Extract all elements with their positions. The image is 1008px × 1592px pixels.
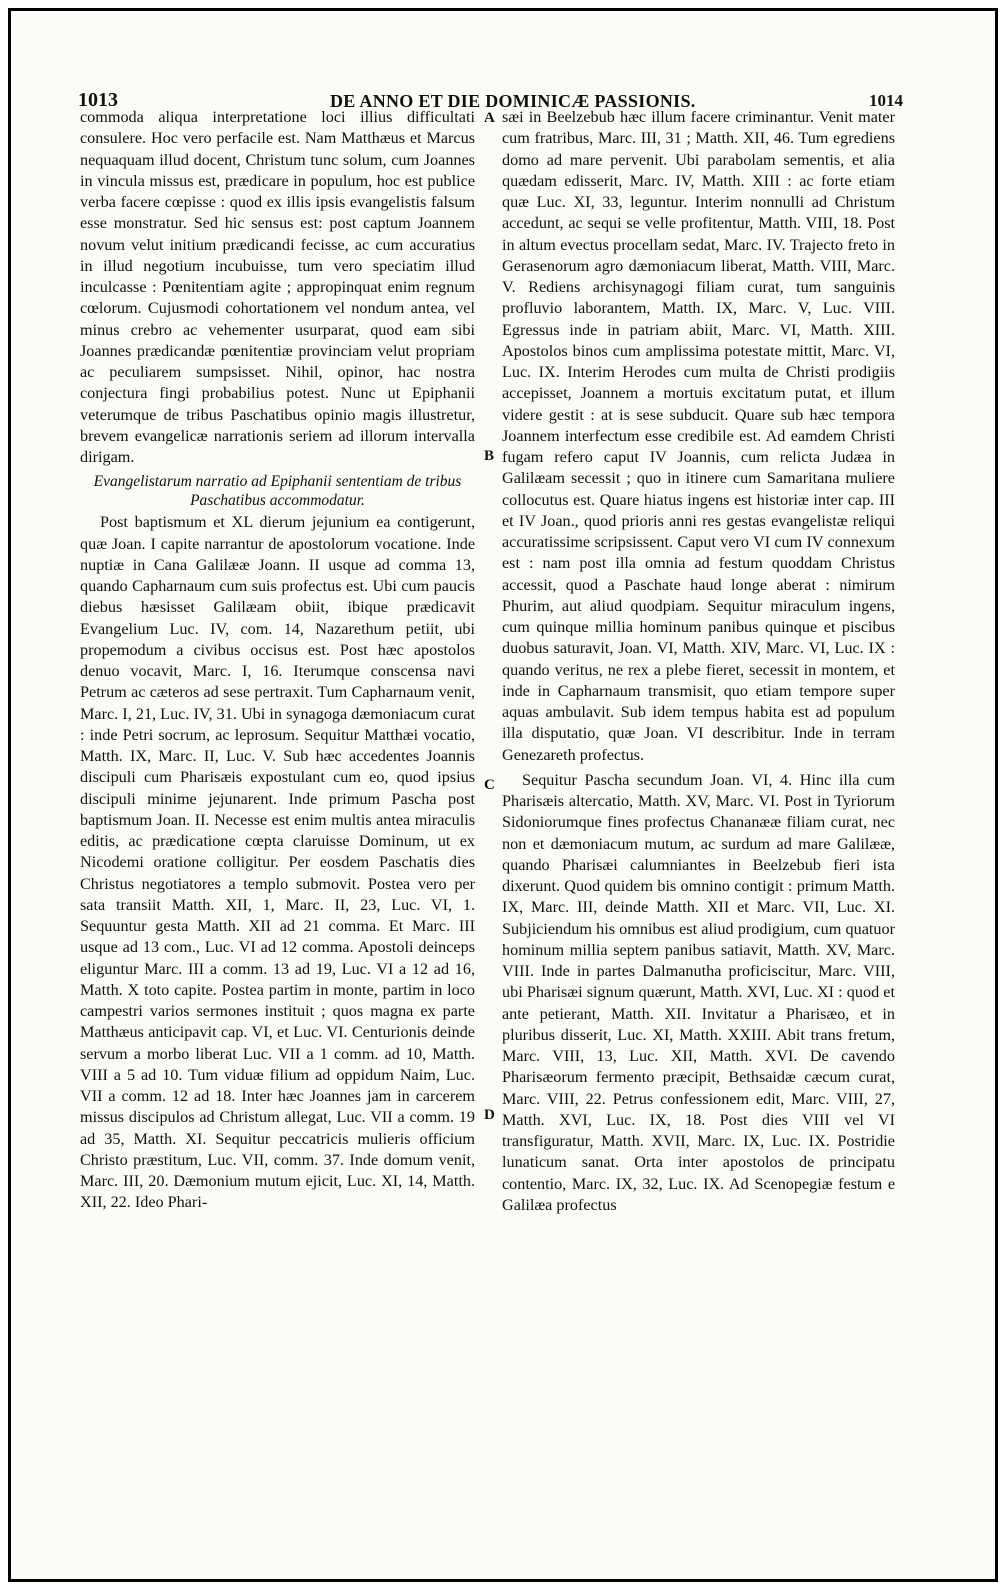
margin-marker-d: D: [484, 1107, 495, 1123]
running-title: DE ANNO ET DIE DOMINICÆ PASSIONIS.: [330, 91, 696, 111]
right-paragraph-2: Sequitur Pascha secundum Joan. VI, 4. Hinc illa cum Pharisæis altercatio, Matth. XV, Marc. VI. Post in Tyriorum Sidoniorumque fines profectus Chananææ filiam curat, nec non et dæmoniacum mutum, ac surdum ad mare Galilææ, quando Pharisæi calumniantes in Beelzebub fieri ista dixerunt. Quod quidem bis omnino contigit : primum Matth. IX, Marc. III, deinde Matth. XII et Marc. VII, Luc. XI. Subjiciendum his omnibus est aliud prodigium, cum quatuor hominum millia septem panibus satiavit, Matth. XV, Marc. VIII. Inde in partes Dalmanutha proficiscitur, Marc. VIII, ubi Pharisæi signum quærunt, Matth. XVI, Luc. XI : quod et ante petierant, Matth. XII. Invitatur a Pharisæo, et in pluribus disserit, Luc. XI, Matth. XXIII. Abit trans fretum, Marc. VIII, 13, Luc. XII, Matth. XVI. De cavendo Pharisæorum fermento præcipit, Bethsaidæ cæcum curat, Marc. VIII, 22. Petrus confessionem edit, Marc. VIII, 27, Matth. XVI, Luc. IX, 18. Post dies VIII vel VI transfiguratur, Matth. XVII, Marc. IX, Luc. IX. Postridie lunaticum sanat. Orta inter apostolos de principatu contentio, Marc. IX, 32, Luc. IX. Ad Scenopegiæ festum e Galilæa profectus: [502, 770, 895, 1214]
left-paragraph-1: commoda aliqua interpretatione loci illius difficultati consulere. Hoc vero perfacile est. Nam Matthæus et Marcus nequaquam illud docent, Christum tunc solum, cum Joannes in vincula missus est, prædicare in populum, hoc est publice verba facere cœpisse : quod ex illis ipsis evangelistis falsum esse monstratur. Sed hic sensus est: post captum Joannem novum velut initium prædicandi fecisse, ac cum accuratius in illud negotium incubuisse, tum vero speciatim illud inculcasse : Pœnitentiam agite ; appropinquat enim regnum cœlorum. Cujusmodi cohortationem vel nondum antea, vel minus crebro ac vehementer usurparat, quod eam sibi Joannes prædicandæ pœnitentiæ provinciam velut propriam ac peculiarem sumpsisset. Nihil, opinor, hac nostra conjectura fingi probabilius potest. Nunc ut Epiphanii veterumque de tribus Paschatibus opinio magis illustretur, brevem evangelicæ narrationis seriem ad illorum intervalla dirigam.: [80, 108, 475, 466]
margin-marker-a: A: [484, 110, 495, 126]
right-paragraph-1: sæi in Beelzebub hæc illum facere criminantur. Venit mater cum fratribus, Marc. III, 31 ; Matth. XII, 46. Tum egrediens domo ad mare pervenit. Ubi parabolam sementis, et alia quædam edisserit, Marc. IV, Matth. XIII : ac forte etiam quæ Luc. XI, 33, leguntur. Interim nonnulli ad Christum accedunt, ac sequi se velle profitentur, Matth. VIII, 18. Post in altum evectus procellam sedat, Marc. IV. Trajecto freto in Gerasenorum agro dæmoniacum liberat, Matth. VIII, Marc. V. Rediens archisynagogi filiam curat, tum sanguinis profluvio laborantem, Matth. IX, Marc. V, Luc. VIII. Egressus inde in patriam abiit, Marc. VI, Matth. XIII. Apostolos binos cum amplissima potestate mittit, Marc. VI, Luc. IX. Interim Herodes cum multa de Christi prodigiis accepisset, Joannem a mortuis excitatum putat, et illum videre gestit : at is sese subducit. Quare sub hæc tempora Joannem interfectum esse credibile est. Ad eamdem Christi fugam refero caput IV Joannis, cum relicta Judæa in Galilæam secessit ; quo in itinere cum Samaritana muliere collocutus est. Quare hiatus ingens est historiæ inter cap. III et IV Joan., quod prioris anni res gestas evangelistæ reliqui accuratissime scripsissent. Caput vero VI cum IV connexum est : nam post illa omnia ad festum quoddam Christus accessit, quod a Paschate haud longe aberat : nimirum Phurim, aut aliud quodpiam. Sequitur miraculum ingens, cum quinque millia hominum panibus quinque et piscibus duobus saturavit, Joan. VI, Matth. XIV, Marc. VI, Luc. IX : quando veritus, ne rex a plebe fieret, secessit in montem, et inde in Capharnaum transmisit, quo etiam tempore super aquas ambulavit. Sub idem tempus habita est ad populum illa disputatio, quæ Joan. VI describitur. Inde in terram Genezareth profectus.: [502, 108, 895, 764]
margin-marker-c: C: [484, 777, 495, 793]
section-subheading: Evangelistarum narratio ad Epiphanii sententiam de tribus Paschatibus accommodatur.: [93, 473, 462, 510]
right-column: [502, 107, 895, 1216]
margin-marker-b: B: [484, 448, 495, 464]
page-number-right: 1014: [869, 91, 903, 110]
left-paragraph-2: Post baptismum et XL dierum jejunium ea contigerunt, quæ Joan. I capite narrantur de apostolorum vocatione. Inde nuptiæ in Cana Galilææ Joann. II usque ad comma 13, quando Capharnaum cum suis profectus est. Ubi cum paucis diebus hæsisset Galilæam obiit, ibique prædicavit Evangelium Luc. IV, com. 14, Nazarethum petiit, ubi propemodum a civibus occisus est. Post hæc apostolos denuo vocavit, Marc. I, 16. Iterumque conscensa navi Petrum ac cæteros ad sese pertraxit. Tum Capharnaum venit, Marc. I, 21, Luc. IV, 31. Ubi in synagoga dæmoniacum curat : inde Petri socrum, ac leprosum. Sequitur Matthæi vocatio, Matth. IX, Marc. II, Luc. V. Sub hæc accedentes Joannis discipuli cum Pharisæis expostulant cum eo, quod ipsius discipuli minime jejunarent. Inde primum Pascha post baptismum Joan. II. Necesse est enim multis antea miraculis editis, ac prædicatione cœpta claruisse Dominum, ut ex Nicodemi oratione colligitur. Per eosdem Paschatis dies Christus negotiatores a templo submovit. Postea vero per sata transiit Matth. XII, 1, Marc. II, 23, Luc. VI, 1. Sequuntur gesta Matth. XII ad 21 comma. Et Marc. III usque ad 13 com., Luc. VI ad 12 comma. Apostoli deinceps eliguntur Marc. III a comm. 13 ad 19, Luc. VI a 12 ad 16, Matth. X toto capite. Postea partim in monte, partim in loco campestri varios sermones instituit ; quos magna ex parte Matthæus anticipavit cap. VI, et Luc. VI. Centurionis deinde servum a morbo liberat Luc. VII a 1 comm. ad 10, Matth. VIII a 5 ad 10. Tum viduæ filium ad oppidum Naim, Luc. VII a comm. 12 ad 18. Inter hæc Joannes jam in carcerem missus discipulos ad Christum allegat, Luc. VII a comm. 19 ad 35, Matth. XI. Sequitur peccatricis mulieris officium Christo præstitum, Luc. VII, comm. 37. Inde domum venit, Marc. III, 20. Dæmonium mutum ejicit, Luc. XI, 14, Matth. XII, 22. Ideo Phari-: [80, 513, 475, 1212]
left-column: [80, 107, 475, 1214]
page-number-left: 1013: [78, 89, 118, 111]
